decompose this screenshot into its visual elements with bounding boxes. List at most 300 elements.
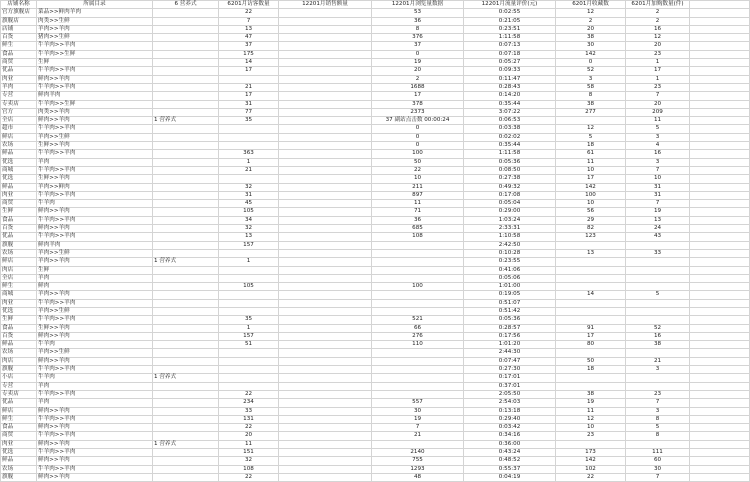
table-cell[interactable]: 牛羊肉>>羊肉	[37, 42, 153, 50]
table-cell[interactable]	[556, 266, 626, 274]
table-cell[interactable]: 0:29:00	[464, 208, 556, 216]
table-cell[interactable]: 32	[219, 457, 279, 465]
table-cell[interactable]	[153, 75, 219, 83]
table-cell[interactable]: 17	[219, 67, 279, 75]
table-cell[interactable]: 牛羊肉>>生鲜	[37, 100, 153, 108]
table-cell[interactable]: 食品	[1, 50, 37, 58]
table-cell[interactable]: 66	[372, 324, 464, 332]
table-cell[interactable]: 3	[626, 366, 690, 374]
table-cell[interactable]: 旗舰	[1, 473, 37, 481]
table-cell[interactable]: 0:21:05	[464, 17, 556, 25]
table-cell[interactable]	[626, 283, 690, 291]
table-cell[interactable]: 111	[626, 449, 690, 457]
table-cell[interactable]	[279, 183, 372, 191]
table-cell[interactable]: 2:42:50	[464, 241, 556, 249]
table-cell[interactable]: 1:03:24	[464, 216, 556, 224]
table-cell[interactable]: 商贸	[1, 59, 37, 67]
table-cell[interactable]: 5	[556, 133, 626, 141]
table-cell[interactable]: 2:44:30	[464, 349, 556, 357]
table-cell[interactable]: 食品	[1, 424, 37, 432]
table-cell[interactable]	[626, 307, 690, 315]
table-cell[interactable]: 11	[556, 158, 626, 166]
table-cell[interactable]: 0:41:06	[464, 266, 556, 274]
table-cell[interactable]: 0:55:37	[464, 465, 556, 473]
table-cell[interactable]	[279, 415, 372, 423]
table-cell[interactable]	[690, 83, 750, 91]
table-cell[interactable]	[219, 307, 279, 315]
table-cell[interactable]	[279, 407, 372, 415]
table-cell[interactable]: 0:17:08	[464, 191, 556, 199]
table-cell[interactable]: 11	[219, 440, 279, 448]
table-cell[interactable]: 0:27:38	[464, 175, 556, 183]
header-cell[interactable]: 所属目录	[37, 1, 153, 9]
table-cell[interactable]	[153, 17, 219, 25]
table-cell[interactable]	[219, 75, 279, 83]
table-cell[interactable]	[219, 249, 279, 257]
table-cell[interactable]: 鲜生	[1, 42, 37, 50]
table-cell[interactable]: 专营	[1, 382, 37, 390]
table-cell[interactable]	[372, 307, 464, 315]
table-cell[interactable]	[153, 233, 219, 241]
table-cell[interactable]: 31	[626, 191, 690, 199]
table-cell[interactable]	[690, 175, 750, 183]
table-cell[interactable]: 生鲜>>羊肉	[37, 142, 153, 150]
table-cell[interactable]: 0:11:47	[464, 75, 556, 83]
table-cell[interactable]	[556, 382, 626, 390]
table-cell[interactable]: 羊肉>>羊肉	[37, 291, 153, 299]
table-cell[interactable]	[372, 382, 464, 390]
table-cell[interactable]: 36	[372, 216, 464, 224]
table-cell[interactable]	[372, 357, 464, 365]
table-cell[interactable]: 43	[626, 233, 690, 241]
table-cell[interactable]	[372, 374, 464, 382]
table-cell[interactable]: 牛羊肉	[37, 200, 153, 208]
table-cell[interactable]	[153, 249, 219, 257]
table-cell[interactable]: 专卖店	[1, 100, 37, 108]
table-cell[interactable]: 2	[556, 17, 626, 25]
table-cell[interactable]: 0:05:36	[464, 158, 556, 166]
table-cell[interactable]: 1:11:58	[464, 34, 556, 42]
table-cell[interactable]	[626, 274, 690, 282]
table-cell[interactable]: 百货	[1, 225, 37, 233]
table-cell[interactable]: 3	[626, 158, 690, 166]
table-cell[interactable]	[153, 125, 219, 133]
table-cell[interactable]	[556, 117, 626, 125]
table-cell[interactable]: 鲜店	[1, 133, 37, 141]
table-cell[interactable]	[372, 299, 464, 307]
table-cell[interactable]	[279, 241, 372, 249]
table-cell[interactable]	[690, 291, 750, 299]
table-cell[interactable]	[626, 382, 690, 390]
table-cell[interactable]	[279, 42, 372, 50]
table-cell[interactable]: 123	[556, 233, 626, 241]
table-cell[interactable]: 17	[556, 332, 626, 340]
table-cell[interactable]: 0:49:32	[464, 183, 556, 191]
table-cell[interactable]: 2:33:31	[464, 225, 556, 233]
table-cell[interactable]: 23	[626, 390, 690, 398]
table-cell[interactable]	[690, 249, 750, 257]
table-cell[interactable]: 农场	[1, 142, 37, 150]
table-cell[interactable]: 7	[626, 200, 690, 208]
table-cell[interactable]	[153, 291, 219, 299]
table-cell[interactable]: 38	[556, 100, 626, 108]
table-cell[interactable]: 0:35:44	[464, 100, 556, 108]
table-cell[interactable]: 0:05:06	[464, 274, 556, 282]
table-cell[interactable]	[219, 366, 279, 374]
table-cell[interactable]: 牛羊肉>>羊肉	[37, 465, 153, 473]
table-cell[interactable]: 14	[556, 291, 626, 299]
table-cell[interactable]	[153, 366, 219, 374]
table-cell[interactable]: 52	[626, 324, 690, 332]
table-cell[interactable]: 91	[556, 324, 626, 332]
table-cell[interactable]: 5	[626, 424, 690, 432]
table-cell[interactable]: 鲜肉>>羊肉	[37, 407, 153, 415]
table-cell[interactable]	[690, 158, 750, 166]
header-cell[interactable]: 12201月流量评价(元)	[464, 1, 556, 9]
table-cell[interactable]	[690, 366, 750, 374]
table-cell[interactable]	[690, 92, 750, 100]
table-cell[interactable]: 77	[219, 108, 279, 116]
table-cell[interactable]: 60	[626, 457, 690, 465]
table-cell[interactable]	[690, 449, 750, 457]
table-cell[interactable]	[219, 291, 279, 299]
table-cell[interactable]: 牛羊肉>>羊肉	[37, 316, 153, 324]
table-cell[interactable]: 19	[556, 399, 626, 407]
table-cell[interactable]: 2	[372, 75, 464, 83]
table-cell[interactable]: 商城	[1, 291, 37, 299]
table-cell[interactable]	[279, 382, 372, 390]
table-cell[interactable]: 鲜生	[1, 283, 37, 291]
table-cell[interactable]	[690, 457, 750, 465]
table-cell[interactable]: 肉类>>生鲜	[37, 17, 153, 25]
table-cell[interactable]	[690, 191, 750, 199]
table-cell[interactable]	[279, 92, 372, 100]
table-cell[interactable]	[279, 374, 372, 382]
table-cell[interactable]: 专营	[1, 92, 37, 100]
table-cell[interactable]	[153, 175, 219, 183]
table-cell[interactable]: 105	[219, 208, 279, 216]
table-cell[interactable]: 牛羊肉>>羊肉	[37, 216, 153, 224]
table-cell[interactable]: 0:43:24	[464, 449, 556, 457]
header-cell[interactable]: 12201月销售额量	[279, 1, 372, 9]
table-cell[interactable]: 10	[556, 200, 626, 208]
table-cell[interactable]: 173	[556, 449, 626, 457]
table-cell[interactable]: 鲜品	[1, 341, 37, 349]
table-cell[interactable]	[556, 307, 626, 315]
table-cell[interactable]: 755	[372, 457, 464, 465]
table-cell[interactable]	[279, 125, 372, 133]
table-cell[interactable]: 全店	[1, 117, 37, 125]
table-cell[interactable]	[153, 399, 219, 407]
table-cell[interactable]	[279, 440, 372, 448]
table-cell[interactable]	[626, 316, 690, 324]
table-cell[interactable]: 4	[626, 142, 690, 150]
table-cell[interactable]	[279, 142, 372, 150]
table-cell[interactable]	[279, 166, 372, 174]
table-cell[interactable]: 897	[372, 191, 464, 199]
table-cell[interactable]	[153, 316, 219, 324]
table-cell[interactable]: 142	[556, 457, 626, 465]
table-cell[interactable]: 7	[626, 473, 690, 481]
table-cell[interactable]: 2:54:03	[464, 399, 556, 407]
table-cell[interactable]: 鲜肉>>羊肉	[37, 75, 153, 83]
table-cell[interactable]: 农场	[1, 465, 37, 473]
table-cell[interactable]: 0	[372, 142, 464, 150]
table-cell[interactable]: 16	[626, 25, 690, 33]
table-cell[interactable]: 19	[372, 415, 464, 423]
table-cell[interactable]: 234	[219, 399, 279, 407]
table-cell[interactable]	[690, 266, 750, 274]
header-cell[interactable]: 12201月浏览量数据	[372, 1, 464, 9]
table-cell[interactable]	[279, 67, 372, 75]
header-cell[interactable]: 6 营养式	[153, 1, 219, 9]
table-cell[interactable]: 20	[626, 42, 690, 50]
table-cell[interactable]: 牛羊肉>>羊肉	[37, 191, 153, 199]
table-cell[interactable]: 0:08:50	[464, 166, 556, 174]
table-cell[interactable]	[690, 332, 750, 340]
table-cell[interactable]: 363	[219, 150, 279, 158]
table-cell[interactable]: 13	[219, 25, 279, 33]
table-cell[interactable]	[556, 349, 626, 357]
table-cell[interactable]	[690, 150, 750, 158]
table-cell[interactable]	[690, 415, 750, 423]
table-cell[interactable]: 110	[372, 341, 464, 349]
table-cell[interactable]: 牛羊肉>>羊肉	[37, 150, 153, 158]
table-cell[interactable]	[690, 473, 750, 481]
table-cell[interactable]: 商贸	[1, 432, 37, 440]
table-cell[interactable]: 142	[556, 50, 626, 58]
table-cell[interactable]: 1 营养式	[153, 440, 219, 448]
table-cell[interactable]: 31	[219, 100, 279, 108]
table-cell[interactable]: 20	[219, 432, 279, 440]
table-cell[interactable]: 0:37:01	[464, 382, 556, 390]
table-cell[interactable]	[219, 374, 279, 382]
table-cell[interactable]: 17	[556, 175, 626, 183]
table-cell[interactable]: 牛羊肉	[37, 341, 153, 349]
table-cell[interactable]	[153, 25, 219, 33]
table-cell[interactable]: 0:23:55	[464, 258, 556, 266]
table-cell[interactable]: 牛羊肉>>羊肉	[37, 125, 153, 133]
table-cell[interactable]	[690, 108, 750, 116]
table-cell[interactable]: 0:05:36	[464, 316, 556, 324]
table-cell[interactable]	[279, 299, 372, 307]
table-cell[interactable]: 羊肉	[37, 399, 153, 407]
table-cell[interactable]: 鲜肉>>羊肉	[37, 117, 153, 125]
table-cell[interactable]	[556, 283, 626, 291]
table-cell[interactable]: 10	[556, 166, 626, 174]
table-cell[interactable]	[153, 225, 219, 233]
table-cell[interactable]	[372, 249, 464, 257]
table-cell[interactable]	[279, 424, 372, 432]
table-cell[interactable]: 生鲜>>羊肉	[37, 175, 153, 183]
table-cell[interactable]: 45	[219, 200, 279, 208]
table-cell[interactable]: 牛羊肉>>羊肉	[37, 83, 153, 91]
table-cell[interactable]: 12	[556, 9, 626, 17]
table-cell[interactable]	[219, 357, 279, 365]
table-cell[interactable]	[690, 316, 750, 324]
table-cell[interactable]: 16	[626, 150, 690, 158]
table-cell[interactable]: 82	[556, 225, 626, 233]
table-cell[interactable]	[279, 274, 372, 282]
table-cell[interactable]: 32	[219, 183, 279, 191]
table-cell[interactable]	[153, 473, 219, 481]
table-cell[interactable]: 277	[556, 108, 626, 116]
table-cell[interactable]: 3	[626, 407, 690, 415]
table-cell[interactable]: 1 营养式	[153, 117, 219, 125]
table-cell[interactable]	[279, 332, 372, 340]
table-cell[interactable]: 36	[372, 17, 464, 25]
table-cell[interactable]	[153, 449, 219, 457]
table-cell[interactable]: 11	[372, 200, 464, 208]
table-cell[interactable]	[279, 432, 372, 440]
table-cell[interactable]	[153, 432, 219, 440]
table-cell[interactable]	[690, 117, 750, 125]
table-cell[interactable]	[153, 307, 219, 315]
table-cell[interactable]: 羊肉>>生鲜	[37, 349, 153, 357]
table-cell[interactable]	[372, 440, 464, 448]
table-cell[interactable]: 22	[219, 473, 279, 481]
table-cell[interactable]	[690, 407, 750, 415]
table-cell[interactable]: 0:17:01	[464, 374, 556, 382]
table-cell[interactable]: 276	[372, 332, 464, 340]
table-cell[interactable]	[153, 349, 219, 357]
table-cell[interactable]	[279, 9, 372, 17]
table-cell[interactable]: 32	[219, 225, 279, 233]
table-cell[interactable]: 13	[626, 216, 690, 224]
table-cell[interactable]	[279, 249, 372, 257]
table-cell[interactable]: 牛羊肉>>羊肉	[37, 233, 153, 241]
table-cell[interactable]: 优品	[1, 399, 37, 407]
table-cell[interactable]	[219, 133, 279, 141]
table-cell[interactable]: 71	[372, 208, 464, 216]
table-cell[interactable]: 肉业	[1, 299, 37, 307]
table-cell[interactable]: 211	[372, 183, 464, 191]
table-cell[interactable]	[690, 183, 750, 191]
table-cell[interactable]	[690, 225, 750, 233]
table-cell[interactable]: 牛羊肉>>羊肉	[37, 67, 153, 75]
table-cell[interactable]: 猪肉>>生鲜	[37, 34, 153, 42]
table-cell[interactable]: 10	[372, 175, 464, 183]
table-cell[interactable]: 20	[626, 100, 690, 108]
table-cell[interactable]: 0:02:55	[464, 9, 556, 17]
table-cell[interactable]: 食品	[1, 324, 37, 332]
table-cell[interactable]: 羊肉>>生鲜	[37, 307, 153, 315]
table-cell[interactable]	[279, 75, 372, 83]
table-cell[interactable]: 生鲜	[37, 266, 153, 274]
table-cell[interactable]	[690, 17, 750, 25]
table-cell[interactable]: 优选	[1, 175, 37, 183]
table-cell[interactable]: 鲜肉羊肉	[37, 92, 153, 100]
table-cell[interactable]: 22	[219, 390, 279, 398]
table-cell[interactable]	[153, 92, 219, 100]
table-cell[interactable]	[372, 349, 464, 357]
table-cell[interactable]: 108	[372, 233, 464, 241]
table-cell[interactable]: 优选	[1, 449, 37, 457]
table-cell[interactable]: 7	[626, 399, 690, 407]
table-cell[interactable]: 0	[372, 125, 464, 133]
table-cell[interactable]	[690, 208, 750, 216]
table-cell[interactable]: 0:10:28	[464, 249, 556, 257]
table-cell[interactable]: 0:35:44	[464, 142, 556, 150]
table-cell[interactable]: 优品	[1, 233, 37, 241]
table-cell[interactable]: 羊肉	[37, 274, 153, 282]
table-cell[interactable]	[153, 34, 219, 42]
table-cell[interactable]: 农场	[1, 249, 37, 257]
table-cell[interactable]: 牛羊肉>>羊肉	[37, 449, 153, 457]
table-cell[interactable]	[690, 166, 750, 174]
table-cell[interactable]	[690, 274, 750, 282]
table-cell[interactable]	[153, 50, 219, 58]
table-cell[interactable]	[372, 241, 464, 249]
table-cell[interactable]: 30	[556, 42, 626, 50]
table-cell[interactable]	[690, 241, 750, 249]
table-cell[interactable]: 12	[556, 125, 626, 133]
table-cell[interactable]	[153, 390, 219, 398]
table-cell[interactable]: 2140	[372, 449, 464, 457]
table-cell[interactable]: 1:01:00	[464, 283, 556, 291]
table-cell[interactable]: 0:07:47	[464, 357, 556, 365]
table-cell[interactable]: 100	[372, 150, 464, 158]
table-cell[interactable]: 48	[372, 473, 464, 481]
table-cell[interactable]: 鲜肉>>羊肉	[37, 424, 153, 432]
table-cell[interactable]: 专卖店	[1, 390, 37, 398]
header-cell[interactable]: 店铺名称	[1, 1, 37, 9]
table-cell[interactable]	[690, 9, 750, 17]
table-cell[interactable]: 2:05:50	[464, 390, 556, 398]
table-cell[interactable]	[153, 133, 219, 141]
table-cell[interactable]	[279, 225, 372, 233]
table-cell[interactable]: 0:06:53	[464, 117, 556, 125]
table-cell[interactable]	[626, 440, 690, 448]
header-cell[interactable]: 6201月加购数量(件)	[626, 1, 690, 9]
table-cell[interactable]	[626, 241, 690, 249]
table-cell[interactable]	[153, 465, 219, 473]
table-cell[interactable]	[690, 307, 750, 315]
table-cell[interactable]: 0:19:05	[464, 291, 556, 299]
table-cell[interactable]	[153, 266, 219, 274]
table-cell[interactable]: 1:01:20	[464, 341, 556, 349]
table-cell[interactable]: 0:51:42	[464, 307, 556, 315]
table-cell[interactable]	[279, 307, 372, 315]
table-cell[interactable]: 0:28:43	[464, 83, 556, 91]
table-cell[interactable]	[219, 349, 279, 357]
table-cell[interactable]	[153, 183, 219, 191]
table-cell[interactable]: 优选	[1, 307, 37, 315]
table-cell[interactable]: 1 营养式	[153, 374, 219, 382]
table-cell[interactable]: 17	[372, 92, 464, 100]
table-cell[interactable]: 1	[626, 75, 690, 83]
table-cell[interactable]	[556, 374, 626, 382]
table-cell[interactable]	[279, 216, 372, 224]
table-cell[interactable]: 21	[626, 357, 690, 365]
table-cell[interactable]	[279, 208, 372, 216]
table-cell[interactable]: 羊肉>>生鲜	[37, 133, 153, 141]
table-cell[interactable]: 175	[219, 50, 279, 58]
table-cell[interactable]: 官方旗舰店	[1, 9, 37, 17]
table-cell[interactable]: 685	[372, 225, 464, 233]
table-cell[interactable]: 8	[626, 415, 690, 423]
table-cell[interactable]: 优选	[1, 158, 37, 166]
table-cell[interactable]: 13	[556, 249, 626, 257]
table-cell[interactable]: 0	[372, 133, 464, 141]
table-cell[interactable]: 鲜品	[1, 457, 37, 465]
table-cell[interactable]: 1	[219, 258, 279, 266]
table-cell[interactable]: 肉店	[1, 357, 37, 365]
table-cell[interactable]: 378	[372, 100, 464, 108]
table-cell[interactable]	[219, 299, 279, 307]
table-cell[interactable]	[153, 457, 219, 465]
table-cell[interactable]	[153, 83, 219, 91]
